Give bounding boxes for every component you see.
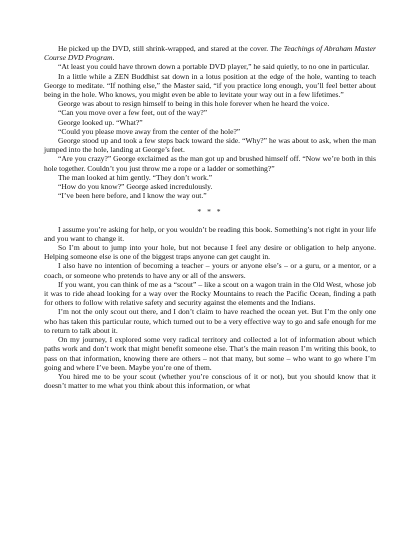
paragraph: “Are you crazy?” George exclaimed as the man got up and brushed himself off. “Now we’re both in this hole together. Couldn’t you just throw me a rope or a ladder or something?” [44, 154, 376, 173]
section-separator: * * * [197, 207, 223, 217]
paragraph: George looked up. “What?” [58, 117, 143, 127]
paragraph: I assume you’re asking for help, or you wouldn’t be reading this book. Something’s not right in your life and you want to change it. [44, 224, 376, 243]
paragraph: You hired me to be your scout (whether you’re conscious of it or not), but you should know that it doesn’t matter to me what you think about this information, or what [44, 371, 376, 391]
paragraph-text-end: . [112, 53, 115, 63]
paragraph: I also have no intention of becoming a teacher – yours or anyone else’s – or a guru, or a mentor, or a coach, or someone who pretends to have any or all of the answers. [44, 261, 376, 280]
paragraph: “Can you move over a few feet, out of the way?” [58, 108, 208, 118]
paragraph: “Could you please move away from the center of the hole?” [58, 126, 241, 136]
narrative-section [44, 225, 376, 391]
book-title-italic: The Teachings of Abraham Master Course DVD Program [44, 44, 376, 63]
paragraph: George was about to resign himself to being in this hole forever when he heard the voice. [58, 99, 330, 109]
paragraph: “I’ve been here before, and I know the way out.” [58, 191, 207, 201]
story-section [44, 44, 376, 200]
paragraph: If you want, you can think of me as a “scout” – like a scout on a wagon train in the Old West, whose job it was to ride ahead looking for a way over the Rocky Mountains to reach the Pacific Ocean, finding a path for others to follow with relative safety and security against the elements and the Indians. [44, 279, 376, 308]
paragraph: I’m not the only scout out there, and I don’t claim to have reached the ocean yet. But I’m the only one who has taken this particular route, which turned out to be a very effective way to go and safe enough for me to return to talk about it. [44, 307, 376, 335]
paragraph: George stood up and took a few steps back toward the side. “Why?” he was about to ask, when the man jumped into the hole, landing at George’s feet. [44, 136, 376, 155]
paragraph: “How do you know?” George asked incredulously. [58, 182, 213, 192]
paragraph-text: He picked up the DVD, still shrink-wrapped, and stared at the cover. [58, 44, 271, 53]
paragraph [44, 44, 376, 62]
paragraph: In a little while a ZEN Buddhist sat down in a lotus position at the edge of the hole, wanting to teach George to meditate. “If nothing else,” the Master said, “if you practice long enough, you’ll feel better about being in the hole. Who knows, you might even be able to levitate your way out in a few lifetimes.” [44, 71, 376, 100]
paragraph: So I’m about to jump into your hole, but not because I feel any desire or obligation to help anyone. Helping someone else is one of the biggest traps anyone can get caught in. [44, 243, 376, 262]
paragraph: “At least you could have thrown down a portable DVD player,” he said quietly, to no one in particular. [58, 62, 370, 72]
paragraph: The man looked at him gently. “They don’t work.” [58, 172, 213, 182]
paragraph: On my journey, I explored some very radical territory and collected a lot of information about which paths work and don’t work that might benefit someone else. That’s the main reason I’m writing this book, to pass on that information, knowing there are others – not that many, but some – who want to go where I’m going and where I’ve been. Maybe you’re one of them. [44, 335, 376, 372]
